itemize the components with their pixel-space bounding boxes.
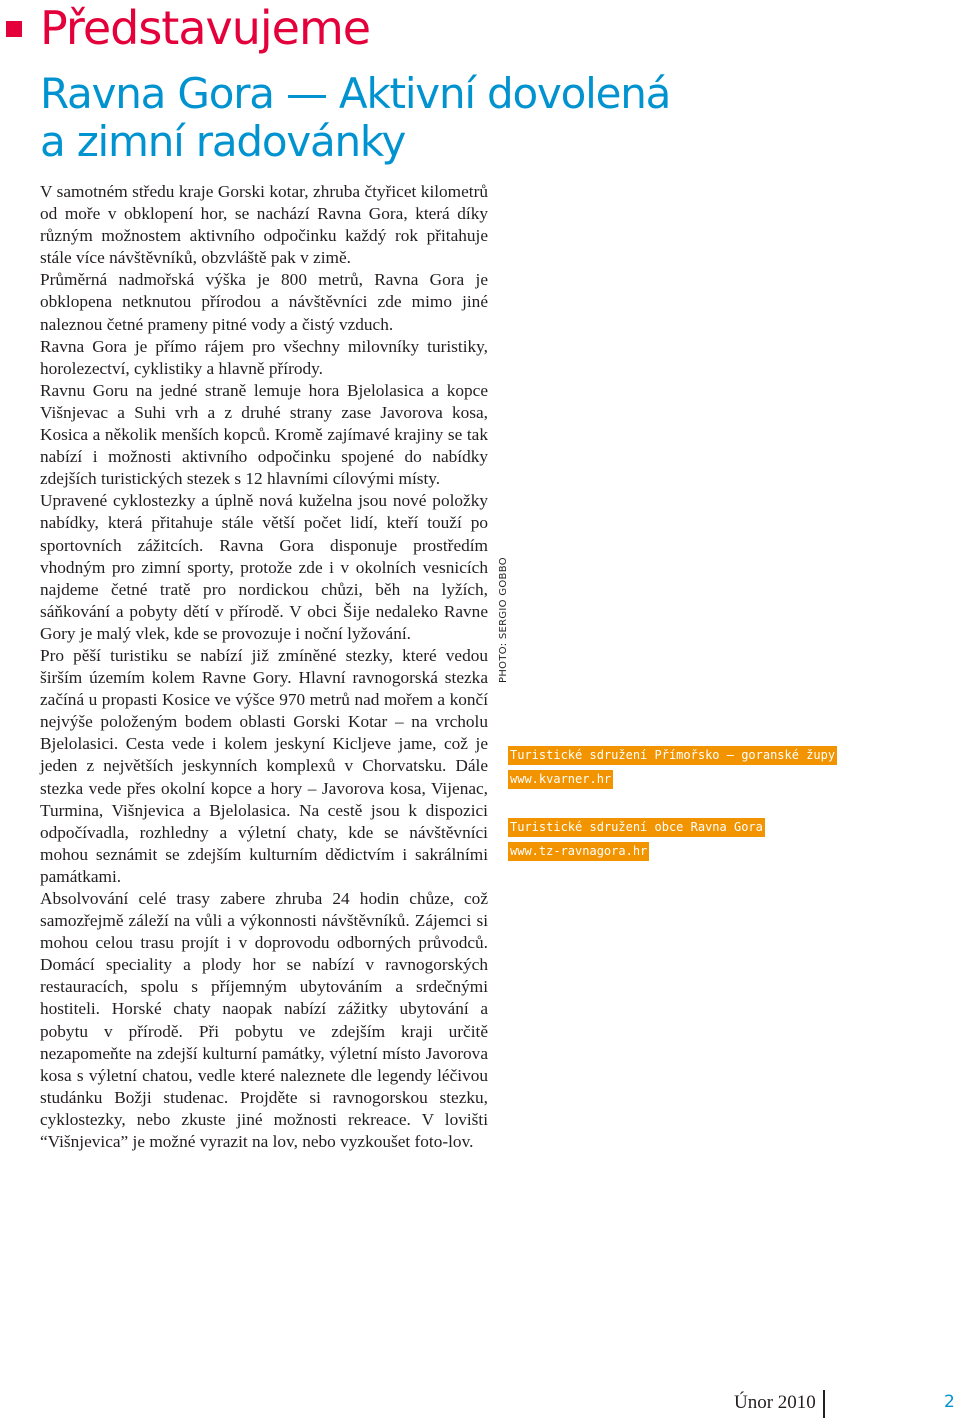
- org-label-kvarner: Turistické sdružení Přímořsko – goranské župy: [508, 746, 837, 765]
- body-paragraph: V samotném středu kraje Gorski kotar, zhruba čtyřicet kilometrů od moře v obklopení hor, se nachází Ravna Gora, která díky různým možnostem aktivního odpočinku každý rok přitahuje stále více návštěvníků, obzvláště pak v zimě.: [40, 182, 488, 268]
- issue-date: Únor 2010: [734, 1392, 816, 1413]
- body-paragraph: Absolvování celé trasy zabere zhruba 24 hodin chůze, což samozřejmě záleží na vůli a výkonnosti návštěvníků. Zájemci si mohou celou trasu projít i v doprovodu odborných průvodců. Domácí speciality a plody hor se nabízí v ravnogorských restauracích, spolu s příjemným ubytováním a srdečnými hostiteli. Horské chaty naopak nabízí zážitky ubytování a pobytu v přírodě. Při pobytu ve zdejším kraji určitě nezapomeňte na zdejší kulturní památky, výletní místo Javorova kosa s výletní chatou, vedle které naleznete dle legendy léčivou studánku Božji studenac. Projděte si ravnogorskou stezku, cyklostezky, nebo zkuste jiné možnosti rekreace. V lovišti “Višnjevica” je možné vyrazit na lov, nebo vyzkoušet foto-lov.: [40, 889, 488, 1152]
- section-marker: [6, 21, 22, 37]
- page-number: 2: [944, 1392, 955, 1412]
- headline-line-1: Ravna Gora — Aktivní dovolená: [40, 69, 671, 118]
- article-headline: [40, 70, 700, 166]
- headline-line-2: a zimní radovánky: [40, 117, 406, 166]
- article-body: [40, 181, 488, 1153]
- body-paragraph: Ravna Gora je přímo rájem pro všechny milovníky turistiky, horolezectví, cyklistiky a hlavně přírody.: [40, 336, 488, 378]
- body-paragraph: Průměrná nadmořská výška je 800 metrů, Ravna Gora je obklopena netknutou přírodou a návštěvníci zde mimo jiné naleznou četné prameny pitné vody a čistý vzduch.: [40, 270, 488, 334]
- link-kvarner[interactable]: www.kvarner.hr: [508, 770, 613, 789]
- body-paragraph: Ravnu Goru na jedné straně lemuje hora Bjelolasica a kopce Višnjevac a Suhi vrh a z druhé strany zase Javorova kosa, Kosica a několik menších kopců. Kromě zajímavé krajiny se tak nabízí i možnosti aktivního odpočinku spojené do nabídky zdejších turistických stezek s 12 hlavními cílovými místy.: [40, 380, 488, 489]
- org-label-ravna-gora: Turistické sdružení obce Ravna Gora: [508, 818, 765, 837]
- footer-divider: [823, 1390, 825, 1418]
- body-paragraph: Pro pěší turistiku se nabízí již zmíněné stezky, které vedou širším územím kolem Ravne Gory. Hlavní ravnogorská stezka začíná u propasti Kosice ve výšce 970 metrů nad mořem a končí nejvýše položeným bodem oblasti Gorski Kotar – na vrcholu Bjelolasici. Cesta vede i kolem jeskyní Kicljeve jame, což je jeden z největších jeskynních komplexů v Chorvatsku. Dále stezka vede přes okolní kopce a hory – Javorova kosa, Vijenac, Turmina, Višnjevica a Bjelolasica. Na cestě jsou k dispozici odpočívadla, rozhledny a výletní chaty, kde se návštěvníci mohou seznámit se zdejším kulturním dědictvím i sakrálními památkami.: [40, 645, 488, 886]
- link-tz-ravnagora[interactable]: www.tz-ravnagora.hr: [508, 842, 649, 861]
- section-title: Představujeme: [40, 1, 371, 55]
- body-paragraph: Upravené cyklostezky a úplně nová kuželna jsou nové položky nabídky, která přitahuje stále větší počet lidí, kteří touží po sportovních zážitcích. Ravna Gora disponuje prostředím vhodným pro zimní sporty, protože zde i v okolních vesnicích najdeme četné tratě pro nordickou chůzi, běh na lyžích, sáňkování a pobyty dětí v přírodě. V obci Šije nedaleko Ravne Gory je malý vlek, kde se provozuje i noční lyžování.: [40, 491, 488, 643]
- photo-credit: PHOTO: SERGIO GOBBO: [498, 557, 509, 683]
